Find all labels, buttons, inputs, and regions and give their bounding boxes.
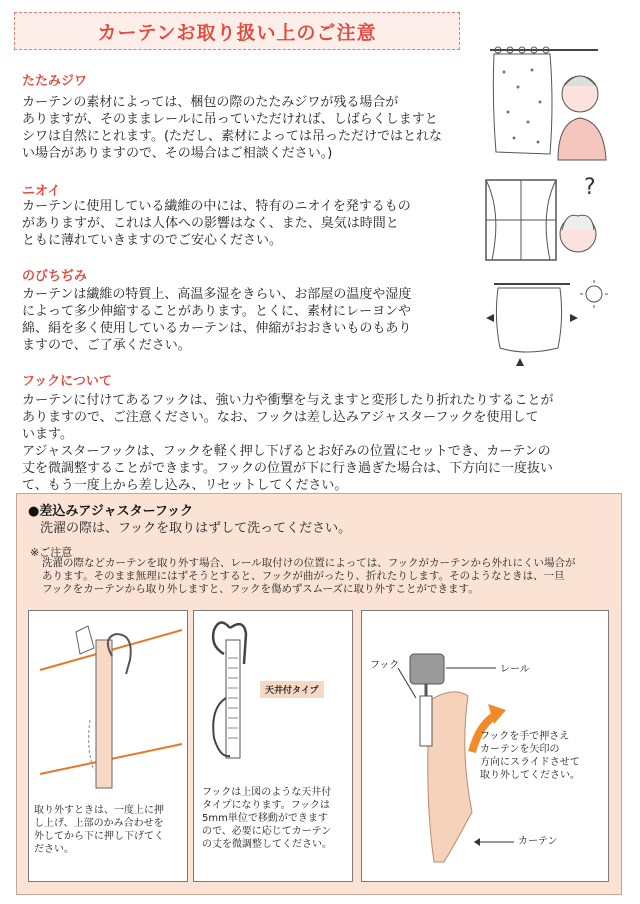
curtain-label: カーテン xyxy=(518,836,558,847)
section-body-odor: カーテンに使用している繊維の中には、特有のニオイを発するもの がありますが、これは人体への影響はなく、また、臭気は時間と ともに薄れていきますのでご安心ください。 xyxy=(22,199,411,248)
panel-subtitle: 洗濯の際は、フックを取りはずして洗ってください。 xyxy=(40,521,352,536)
section-heading-odor: ニオイ xyxy=(22,184,61,199)
page-title: カーテンお取り扱い上のご注意 xyxy=(97,21,377,44)
page-title-box xyxy=(14,12,460,50)
curtain-wrinkles-illustration xyxy=(488,42,612,160)
panel-title: ●差込みアジャスターフック xyxy=(28,504,194,519)
note-body: 洗濯の際などカーテンを取り外す場合、レール取付けの位置によっては、フックがカーテンから外れにくい場合が あります。そのまま無理にはずそうとすると、フックが曲がったり、折れたりします。そのようなときは、一旦 フックをカーテンから取り外しますと、フックを傷めずスムーズに取り外すことができます。 xyxy=(42,557,576,595)
section-body-wrinkles: カーテンの素材によっては、梱包の際のたたみジワが残る場合が ありますが、そのままレールに吊っていただければ、しばらくしますと シワは自然にとれます。(ただし、素材によっては吊っただけではとれな い場合がありますので、その場合はご相談ください。) xyxy=(22,95,443,161)
section-heading-hooks: フックについて xyxy=(22,374,112,389)
curtain-shrinkage-illustration xyxy=(486,278,614,370)
hook-removal-caption: 取り外すときは、一度上に押 し上げ、上部のかみ合わせを 外してから下に押し下げてく ださい。 xyxy=(34,805,164,855)
ceiling-hook-illustration xyxy=(200,618,270,778)
curtain-odor-illustration xyxy=(482,172,612,272)
ceiling-type-tag: 天井付タイプ xyxy=(260,681,324,698)
svg-text:?: ? xyxy=(584,175,596,200)
section-body-hooks: カーテンに付けてあるフックは、強い力や衝撃を与えますと変形したり折れたりすることが ありますので、ご注意ください。なお、フックは差し込みアジャスターフックを使用して います。 アジャスターフックは、フックを軽く押し下げるとお好みの位置にセットでき、カーテンの 丈を微調整することができます。フックの位置が下に行き過ぎた場合は、下方向に一度抜い て、もう一度上から差し込み、リセットしてください。 xyxy=(22,393,554,493)
hook-label: フック xyxy=(370,660,400,671)
ceiling-type-caption: フックは上図のような天井付 タイプになります。フックは 5mm単位で移動ができます ので、必要に応じてカーテン の丈を微調整してください。 xyxy=(202,787,332,850)
note-label: ※ご注意 xyxy=(30,546,73,559)
section-body-shrinkage: カーテンは繊維の特質上、高温多湿をきらい、お部屋の温度や湿度 によって多少伸縮することがあります。とくに、素材にレーヨンや 綿、絹を多く使用しているカーテンは、伸縮がおおきいものもあり ますので、ご了承ください。 xyxy=(22,287,412,353)
section-heading-wrinkles: たたみジワ xyxy=(22,74,88,89)
rail-label: レール xyxy=(500,664,530,675)
slide-instruction: フックを手で押さえ カーテンを矢印の 方向にスライドさせて 取り外してください。 xyxy=(480,731,580,781)
hook-removal-illustration xyxy=(32,620,182,790)
section-heading-shrinkage: のびちぢみ xyxy=(22,269,88,284)
